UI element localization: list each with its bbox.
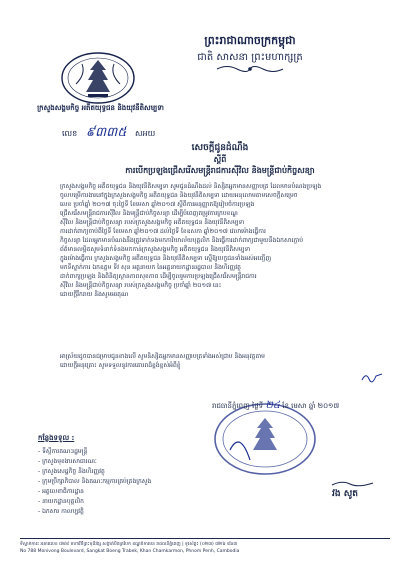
body-line: ការដាក់ពាក្យចាប់ពីថ្ងៃទី ខែមេសា ឆ្នាំ២០១៧ ដល់ថ្ងៃទី ខែឧសភា ឆ្នាំ២០១៧ វេលាម៉ោងធ្វើការ <box>60 228 266 235</box>
recipient-item: - ក្រសួងមុខងារសាធារណៈ <box>38 458 97 465</box>
date-line <box>212 398 387 413</box>
reference-number <box>62 124 155 143</box>
reference-suffix: សអយ <box>134 129 156 138</box>
body-line: លេខ ប្រចាំឆ្នាំ ២០១៧ ចុះថ្ងៃទី ខែមេសា ឆ្នាំ២០១៧ ស្ដីពីការអនុញ្ញាតឱ្យរៀបចំការប្រឡង <box>60 201 255 208</box>
national-motto: ជាតិ សាសនា ព្រះមហាក្សត្រ <box>197 52 303 63</box>
reference-prefix: លេខ <box>62 129 78 138</box>
recipient-item: - ក្រុមប្រឹក្សាភិបាល និងគណៈកម្មការគ្រប់គ្រងក្រសួង <box>38 478 152 485</box>
recipient-item: - នាយកដ្ឋានបុគ្គលិក <box>38 498 84 505</box>
kingdom-heading: ព្រះរាជាណាចក្រកម្ពុជា <box>204 34 296 47</box>
body-line: មកទីស្នាក់ការ ឯកឧត្ដម ទីវ សុន អគ្គនាយក នៃអគ្គនាយកដ្ឋានរដ្ឋបាល និងហិរញ្ញវត្ថុ <box>60 264 241 271</box>
ornamental-divider-icon <box>215 64 285 74</box>
ministry-name: ក្រសួងសង្គមកិច្ច អតីតយុទ្ធជន និងយុវនីតិសម្បទា <box>37 104 164 112</box>
closing-line: ដោយក្ដីអនុគ្រោះ សូមទទួលនូវការគោរពដ៏ខ្ពង់ខ្ពស់អំពីខ្ញុំ <box>60 362 181 369</box>
body-line: កិច្ចសន្យា ដែលអ្នកមានបំណងនឹងត្រូវទាក់ទងមកការិយាល័យបុគ្គលិក និងធ្វើការដាក់ពាក្យជាមួយនឹងឯកសារភ្ជាប់ <box>60 237 304 244</box>
closing-line: អាស្រ័យដូចបានជម្រាបជូនខាងលើ សូមនិស្សិតអ្នកមានសញ្ញាបត្រទាំងអស់ជ្រាប និងអនុវត្តតាម <box>60 353 265 360</box>
body-line: ព័ត៌មានលម្អិតសូមទំនាក់ទំនងមកកាន់ក្រសួងសង្គមកិច្ច អតីតយុទ្ធជន និងយុវនីតិសម្បទា <box>60 246 251 253</box>
body-line: ជ្រើសរើសមន្ត្រីរាជការស៊ីវិល និងមន្ត្រីជាប់កិច្ចសន្យា ដើម្បីបំពេញតម្រូវការក្របខណ្ឌ <box>60 210 238 217</box>
date-prefix: រាជធានីភ្នំពេញ ថ្ងៃទី <box>212 402 264 410</box>
footer-line-khmer: ទីស្នាក់ការ៖ អគារលេខ ៧៨៨ មហាវិថីព្រះមុនីវង្ស សង្កាត់បឹងត្របែក ខណ្ឌចំការមន រាជធានីភ្នំពេញ | ទូរស័ព្ទ៖ (០២៣) ៧២៦ ៨៦៣ <box>20 542 238 547</box>
body-line: ដោយក្ដីរីករាយ និងសូមអរគុណ <box>60 291 129 298</box>
about-label: ស្ដីពី <box>213 155 227 164</box>
signature-mark-icon <box>330 478 375 488</box>
date-day: ២៤ <box>265 400 280 411</box>
closing-paragraph <box>60 352 380 370</box>
ministry-emblem-icon <box>58 50 138 106</box>
date-rest: ខែ មេសា ឆ្នាំ ២០១៧ <box>282 402 340 410</box>
footer-divider <box>20 538 390 539</box>
recipient-item: - ក្រសួងសេដ្ឋកិច្ច និងហិរញ្ញវត្ថុ <box>38 468 105 475</box>
footer-line-english: No 788 Monivong Boulevard, Sangkat Boeng Trabek, Khan Chamkarmon, Phnom Penh, Cambodia <box>20 549 240 554</box>
initial-mark-icon <box>360 370 384 384</box>
recipients-list <box>38 434 203 517</box>
recipient-item: - អគ្គលេខាធិការដ្ឋាន <box>38 488 84 495</box>
body-line: ស៊ីវិល និងមន្ត្រីជាប់កិច្ចសន្យា របស់ក្រសួងសង្គមកិច្ច អតីតយុទ្ធជន និងយុវនីតិសម្បទា <box>60 219 245 226</box>
body-paragraph <box>60 182 380 299</box>
reference-value: ៩៣៣៥ <box>85 125 127 140</box>
recipients-header: កន្លែងទទួល : <box>38 434 75 442</box>
recipient-item: - ទីស្ដីការគណៈរដ្ឋមន្ត្រី <box>38 448 88 455</box>
document-type: សេចក្ដីជូនដំណឹង <box>191 143 249 153</box>
signatory-name: វង សូត <box>332 489 358 499</box>
body-line: ចូលបម្រើការងារនៅក្នុងក្រសួងសង្គមកិច្ច អតីតយុទ្ធជន និងយុវនីតិសម្បទា ដោយអនុលោមតាមសេចក្ដីសម្រេច <box>60 192 298 199</box>
body-line: ក្រសួងសង្គមកិច្ច អតីតយុទ្ធជន និងយុវនីតិសម្បទា សូមជូនដំណឹងដល់ និស្សិតអ្នកមានសញ្ញាបត្រ ដែលមានបំណងប្រឡង <box>60 183 322 190</box>
body-line: ស៊ីវិល និងមន្ត្រីជាប់កិច្ចសន្យា របស់ក្រសួងសង្គមកិច្ច ប្រចាំឆ្នាំ ២០១៧ នេះ <box>60 282 222 289</box>
body-line: ក្នុងម៉ោងធ្វើការ ក្រសួងសង្គមកិច្ច អតីតយុទ្ធជន និងយុវនីតិសម្បទា ស្នើឱ្យបេក្ខជនទាំងអស់អញ្ជើញ <box>60 255 272 262</box>
recipient-item: - ឯកសារ កាលប្បវត្តិ <box>38 508 84 515</box>
document-subject: ការបើកប្រឡងជ្រើសរើសមន្ត្រីរាជការស៊ីវិល និងមន្ត្រីជាប់កិច្ចសន្យា <box>125 166 315 175</box>
body-line: ដាក់ពាក្យប្រឡង និងពិនិត្យស្ថានភាពសុខភាព ដើម្បីចូលរួមការប្រឡងជ្រើសរើសមន្ត្រីរាជការ <box>60 273 257 280</box>
footer-address <box>20 541 390 555</box>
